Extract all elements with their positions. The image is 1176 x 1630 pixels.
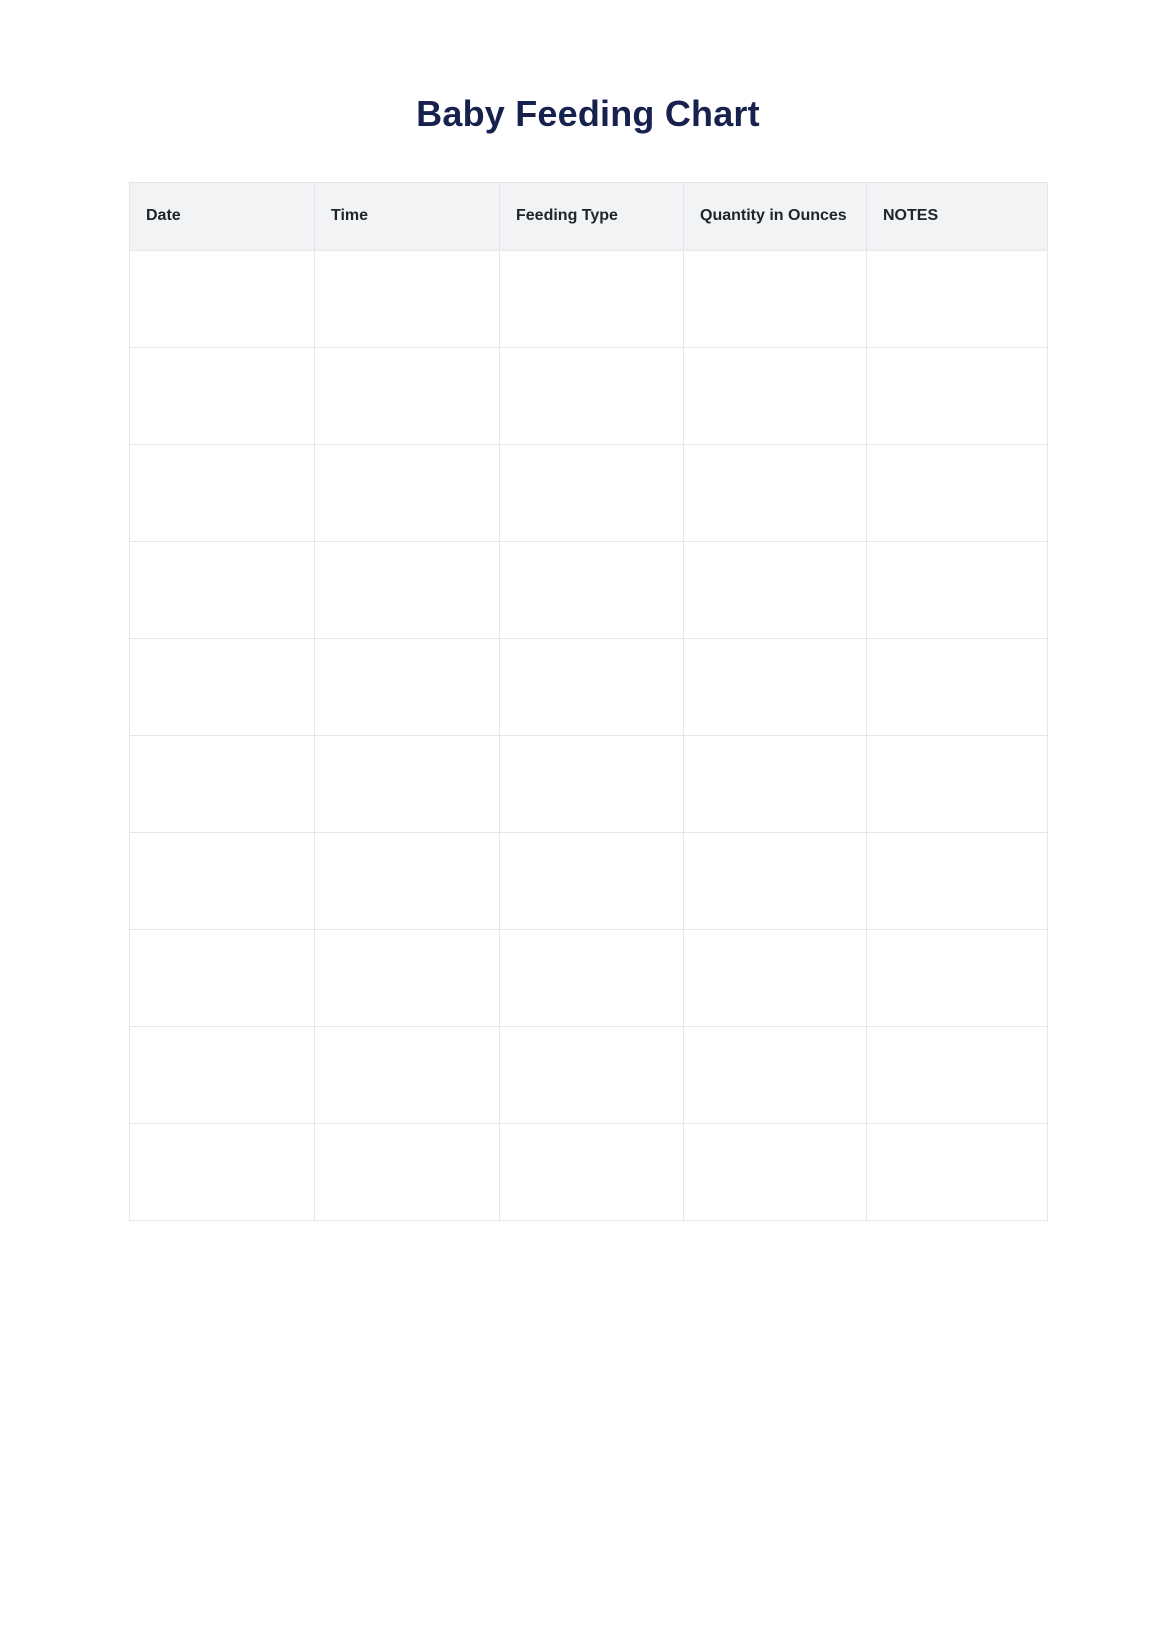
cell-notes[interactable] [867,542,1048,639]
cell-feeding-type[interactable] [500,1124,684,1221]
cell-time[interactable] [315,833,500,930]
cell-feeding-type[interactable] [500,833,684,930]
cell-date[interactable] [130,833,315,930]
cell-notes[interactable] [867,833,1048,930]
cell-feeding-type[interactable] [500,542,684,639]
table-header-row [130,183,1048,251]
column-header-time: Time [315,183,500,251]
column-header-feeding-type: Feeding Type [500,183,684,251]
cell-notes[interactable] [867,639,1048,736]
cell-feeding-type[interactable] [500,930,684,1027]
cell-feeding-type[interactable] [500,445,684,542]
column-header-notes: NOTES [867,183,1048,251]
cell-notes[interactable] [867,1027,1048,1124]
table-row [130,542,1048,639]
cell-quantity[interactable] [684,542,867,639]
cell-date[interactable] [130,736,315,833]
cell-quantity[interactable] [684,1027,867,1124]
cell-quantity[interactable] [684,736,867,833]
cell-feeding-type[interactable] [500,1027,684,1124]
table-row [130,1027,1048,1124]
cell-notes[interactable] [867,736,1048,833]
feeding-chart-container [129,182,1047,1221]
cell-time[interactable] [315,639,500,736]
table-row [130,639,1048,736]
cell-notes[interactable] [867,348,1048,445]
cell-time[interactable] [315,542,500,639]
cell-quantity[interactable] [684,445,867,542]
cell-date[interactable] [130,251,315,348]
baby-feeding-table [129,182,1048,1221]
cell-time[interactable] [315,251,500,348]
cell-quantity[interactable] [684,348,867,445]
cell-date[interactable] [130,639,315,736]
cell-quantity[interactable] [684,833,867,930]
cell-feeding-type[interactable] [500,736,684,833]
cell-quantity[interactable] [684,639,867,736]
table-header [130,183,1048,251]
cell-notes[interactable] [867,445,1048,542]
table-row [130,445,1048,542]
page-title: Baby Feeding Chart [416,93,760,134]
cell-time[interactable] [315,1027,500,1124]
cell-time[interactable] [315,348,500,445]
table-row [130,1124,1048,1221]
table-row [130,251,1048,348]
cell-feeding-type[interactable] [500,251,684,348]
cell-notes[interactable] [867,251,1048,348]
cell-feeding-type[interactable] [500,639,684,736]
cell-time[interactable] [315,1124,500,1221]
cell-quantity[interactable] [684,251,867,348]
table-row [130,930,1048,1027]
cell-date[interactable] [130,930,315,1027]
cell-notes[interactable] [867,1124,1048,1221]
cell-notes[interactable] [867,930,1048,1027]
column-header-date: Date [130,183,315,251]
cell-time[interactable] [315,445,500,542]
cell-time[interactable] [315,736,500,833]
table-row [130,348,1048,445]
cell-date[interactable] [130,542,315,639]
table-row [130,736,1048,833]
column-header-quantity: Quantity in Ounces [684,183,867,251]
cell-date[interactable] [130,1124,315,1221]
cell-feeding-type[interactable] [500,348,684,445]
table-body [130,251,1048,1221]
cell-date[interactable] [130,1027,315,1124]
cell-quantity[interactable] [684,1124,867,1221]
cell-time[interactable] [315,930,500,1027]
cell-date[interactable] [130,445,315,542]
table-row [130,833,1048,930]
cell-date[interactable] [130,348,315,445]
cell-quantity[interactable] [684,930,867,1027]
